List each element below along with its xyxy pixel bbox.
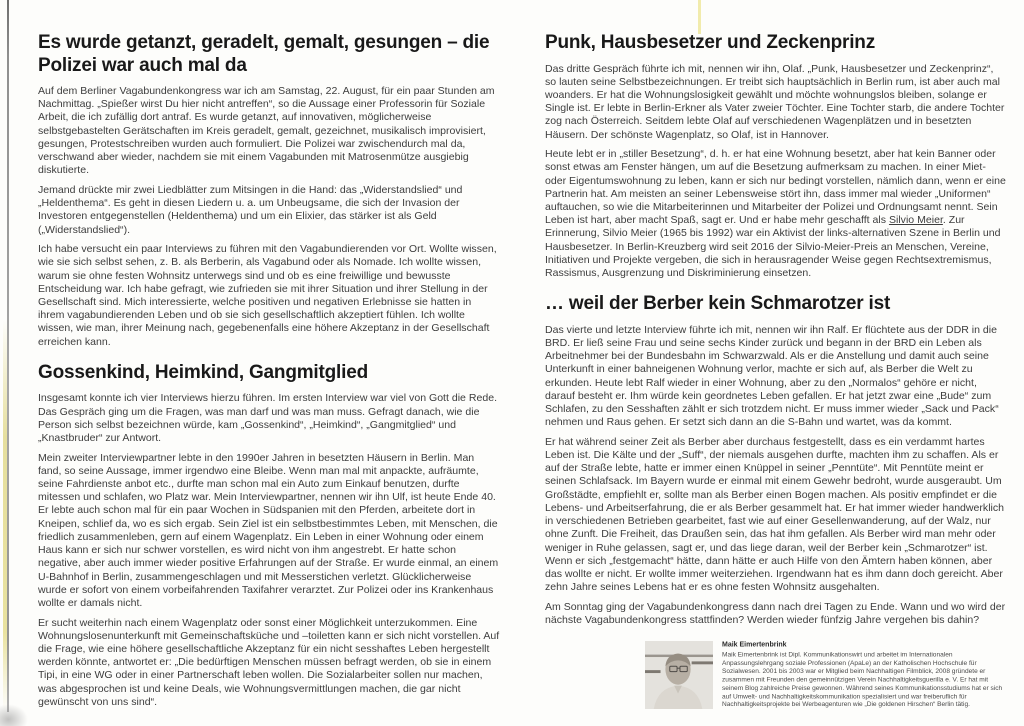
author-name: Maik Eimertenbrink bbox=[722, 641, 787, 649]
article-columns bbox=[38, 32, 1007, 726]
paragraph-interview-fragen: Ich habe versucht ein paar Interviews zu führen mit den Vagabundierenden vor Ort. Wollte wissen, wie sie sich selbst sehen, z. B. als Berberin, als Vagabund oder als Nomade. Ich wollte wissen, warum sie ohne festen Wohnsitz unterwegs sind und ob es eine freiwillige und bewusste Entscheidung war. Ich habe gefragt, wie zufrieden sie mit ihrer Situation und ihrer Stellung in der Gesellschaft sind. Mich interessierte, welche positiven und negativen Erlebnisse sie hatten in ihrem vagabundierenden Leben und ob sie sich gesellschaftlich akzeptiert fühlen. Ich wollte wissen, wie man, ihrer Meinung nach, gegebenenfalls eine höhere Akzeptanz in der Gesellschaft erreichen kann. bbox=[38, 243, 497, 348]
paragraph-erstes-interview: Insgesamt konnte ich vier Interviews hierzu führen. Im ersten Interview war viel von Gott die Rede. Das Gespräch ging um die Fragen, was man darf und was man muss. Gefragt danach, wie die Person sich selbst bezeichnen würde, kam „Gossenkind“, „Heimkind“, „Gangmitglied“ und „Knastbruder“ zur Antwort. bbox=[38, 392, 497, 444]
paragraph-interview-ulf: Mein zweiter Interviewpartner lebte in den 1990er Jahren in besetzten Häusern in Berlin. Man fand, so seine Aussage, immer irgendwo eine Bleibe. Wenn man mal mit anpackte, aufräumte, seine Fahrdienste anbot etc., durfte man schon mal ein Auto zum Einkauf benutzen, durfte mitessen und schlafen, wo Platz war. Mein Interviewpartner, nennen wir ihn Ulf, ist heute Ende 40. Er lebte auch schon mal für ein paar Wochen in Südspanien mit den Pferden, arbeitete dort in Kneipen, schlief da, wo es sich ergab. Sein Ziel ist ein selbstbestimmtes Leben, mit Menschen, die friedlich zusammenleben, gern auf einem Wagenplatz. Ein Leben in einer Wohnung oder einem Haus kann er sich nur schwer vorstellen, es wird nicht von ihm angestrebt. Er hatte schon negative, aber auch immer wieder positive Erfahrungen auf der Straße. Er wurde einmal, an einem U-Bahnhof in Berlin, zusammengeschlagen und mit Messerstichen verletzt. Glücklicherweise wurde er sofort von einem vorbeifahrenden Taxifahrer verarztet. Zur Polizei oder ins Krankenhaus wollte er damals nicht. bbox=[38, 451, 499, 609]
left-column bbox=[38, 32, 500, 726]
scan-corner-smudge-artifact bbox=[0, 704, 28, 726]
scan-top-yellow-artifact bbox=[698, 0, 701, 34]
silvio-meier-link[interactable]: Silvio Meier bbox=[888, 214, 943, 227]
heading-es-wurde-getanzt: Es wurde getanzt, geradelt, gemalt, gesungen – die Polizei war auch mal da bbox=[38, 32, 490, 76]
heading-berber-schmarotzer: … weil der Berber kein Schmarotzer ist bbox=[545, 293, 891, 315]
right-column bbox=[545, 32, 1007, 726]
heading-punk-hausbesetzer: Punk, Hausbesetzer und Zeckenprinz bbox=[545, 32, 876, 53]
paragraph-text-after-link: . Zur Erinnerung, Silvio Meier (1965 bis 1992) war ein Aktivist der links-alternativen Szene in Berlin und Hausbesetzer. In Berlin-Kreuzberg wird seit 2016 der Silvio-Meier-Preis an Menschen, Vereine, Initiativen und Projekte vergeben, die sich in herausragender Weise gegen Rechtsextremismus, Rassismus, Ausgrenzung und Diskriminierung einsetzen. bbox=[545, 214, 1001, 280]
paragraph-text-before-link: Heute lebt er in „stiller Besetzung“, d. h. er hat eine Wohnung besetzt, aber hat kein Banner oder sonst etwas am Fenster hängen, um auf die Besetzung aufmerksam zu machen. In einer Miet- oder Eigentumswohnung zu leben, kann er sich nur bedingt vorstellen, nämlich dann, wenn er eine Partnerin hat. Am meisten an seiner Lebensweise stört ihn, dass immer mal wieder „Uniformen“ auftauchen, so wie die Mitarbeiterinnen und Mitarbeiter der Polizei und Ordnungsamt nennt. Sein Leben ist hart, aber macht Spaß, sagt er. Und er habe mehr geschafft als bbox=[545, 148, 1006, 227]
paragraph-stille-besetzung bbox=[545, 148, 1007, 280]
author-bio bbox=[645, 641, 1007, 726]
paragraph-wagenplatz-suche: Er sucht weiterhin nach einem Wagenplatz oder sonst einer Möglichkeit unterzukommen. Eine Wohnungslosenunterkunft mit Gemeinschaftsküche und –toiletten kann er sich nicht vorstellen. Auf die Frage, wie eine höhere gesellschaftliche Akzeptanz für ein nicht sesshaftes Leben hergestellt werden könnte, antwortet er: „Die bedürftigen Menschen müssen befragt werden, ob sie in einem Tipi, in eine WG oder in einer Partnerschaft leben wollen. Die Sozialarbeiter sollen nur machen, was abgesprochen ist und keine Deals, wie Wohnungsvermittlungen machen, die gar nicht gewünscht von uns sind“. bbox=[38, 616, 500, 708]
author-bio-text-block bbox=[722, 641, 1007, 726]
paragraph-ralf: Das vierte und letzte Interview führte ich mit, nennen wir ihn Ralf. Er flüchtete aus der DDR in die BRD. Er ließ seine Frau und seine sechs Kinder zurück und begann in der BRD ein Leben als Arbeitnehmer bei der Bundesbahn im Schwarzwald. Als er die Anstellung und damit auch seine Unterkunft in einer bahneigenen Wohnung verlor, machte er sich auf, als Berber die Welt zu erkunden. Heute lebt Ralf wieder in einer Wohnung, aber zu den „Normalos“ gehöre er nicht, darauf besteht er. Ihm würde kein geordnetes Leben gefallen. Er hat jetzt zwar eine „Bude“ zum Schlafen, zu den Sesshaften zählt er sich trotzdem nicht. Er muss immer wieder „Sack und Pack“ nehmen und Raus gehen. Er setzt sich dann an die S-Bahn und wartet, was da kommt. bbox=[545, 323, 999, 429]
author-bio-text: Maik Eimertenbrink ist Dipl. Kommunikationswirt und arbeitet im Internationalen Anpassungslehrgang soziale Professionen (ApaLe) an der Katholischen Hochschule für Sozialwesen. 2001 bis 2003 war er Mitglied beim Nachhaltigen Filmblick, 2008 gründete er zusammen mit Freunden den gemeinnützigen Verein Nachhaltigkeitsguerilla e. V. Er hat mit seinem Blog zahlreiche Preise gewonnen. Während seines Kommunikationsstudiums hat er sich auf Umwelt- und Nachhaltigkeitskommunikation spezialisiert und war freiberuflich für Nachhaltigkeitsprojekte bei Werbeagenturen wie „Die goldenen Hirschen“ Berlin tätig. bbox=[722, 650, 1003, 709]
paragraph-olaf: Das dritte Gespräch führte ich mit, nennen wir ihn, Olaf. „Punk, Hausbesetzer und Zeckenprinz“, so lauten seine Selbstbezeichnungen. Er treibt sich hauptsächlich in Berlin rum, ist aber auch mal woanders. Er hat die Wohnungslosigkeit gewählt und möchte wohnungslos bleiben, solange er Single ist. Er lebte in Berlin-Erkner als Vater zweier Töchter. Eine Tochter starb, die andere Tochter zog nach Österreich. Seitdem lebte Olaf auf verschiedenen Wagenplätzen und in besetzten Häusern. Der schönste Wagenplatz, so Olaf, ist in Hannover. bbox=[545, 62, 1005, 141]
paragraph-kongress-ende: Am Sonntag ging der Vagabundenkongress dann nach drei Tagen zu Ende. Wann und wo wird der nächste Vagabundenkongress stattfinden? Werden wieder fünfzig Jahre vergehen bis dahin? bbox=[545, 600, 1006, 627]
paragraph-liedblaetter: Jemand drückte mir zwei Liedblätter zum Mitsingen in die Hand: das „Widerstandslied“ und „Heldenthema“. Es geht in diesen Liedern u. a. um Unbeugsame, die sich der Invasion der Investoren entgegenstellen (Heldenthema) und um ein Elixier, das stärker ist als Geld („Widerstandslied“). bbox=[38, 183, 463, 236]
paragraph-kongress-besuch: Auf dem Berliner Vagabundenkongress war ich am Samstag, 22. August, für ein paar Stunden am Nachmittag. „Spießer wirst Du hier nicht antreffen“, so die Aussage einer Professorin für Soziale Arbeit, die ich zufällig dort antraf. Es wurde getanzt, auf innovativen, möglicherweise selbstgebastelten Gerätschaften im Kreis geradelt, gemalt, gezeichnet, musikalisch improvisiert, gesungen, Protestschreiben wurden auch formuliert. Die Polizei war zwischendurch mal da, verschwand aber wieder, nachdem sie mit einem Vagabunden mit Matrosenmütze ausgiebig diskutierte. bbox=[38, 85, 495, 177]
scan-left-yellow-artifact bbox=[3, 320, 7, 710]
author-photo bbox=[645, 641, 713, 709]
paragraph-berber-leben: Er hat während seiner Zeit als Berber aber durchaus festgestellt, dass es ein verdammt hartes Leben ist. Die Kälte und der „Suff“, der niemals ausgehen durfte, machten ihm zu schaffen. Als er auf der Straße lebte, hatte er immer einen Knüppel in seiner „Penntüte“. Mit Penntüte meint er seinen Schlafsack. Im Bayern wurde er einmal mit einem Gewehr bedroht, wurde ausgeraubt. Um Großstädte, empfiehlt er, sollte man als Berber einen Bogen machen. Als positiv empfindet er die Lebens- und Arbeitserfahrung, die er als Berber gesammelt hat. Er hat immer wieder handwerklich in verschiedenen Betrieben gearbeitet, fast wie auf einer Gesellenwanderung, auf der Walz, nur ohne Zunft. Die Freiheit, das Draußen sein, das hat ihm gefallen. Als Berber wird man mehr oder weniger in Ruhe gelassen, sagt er, und das liege daran, weil der Berber kein „Schmarotzer“ ist. Wenn er sich „festgemacht“ hätte, dann hätte er auch Hilfe von den Ämtern haben können, aber das wollte er nicht. Er wollte immer weiterziehen. Irgendwann hat es ihm dann doch gereicht. Aber zehn Jahre seines Lebens hat er es ohne festen Wohnsitz ausgehalten. bbox=[545, 435, 1005, 594]
scan-left-edge-artifact bbox=[7, 0, 9, 712]
heading-gossenkind: Gossenkind, Heimkind, Gangmitglied bbox=[38, 361, 368, 383]
